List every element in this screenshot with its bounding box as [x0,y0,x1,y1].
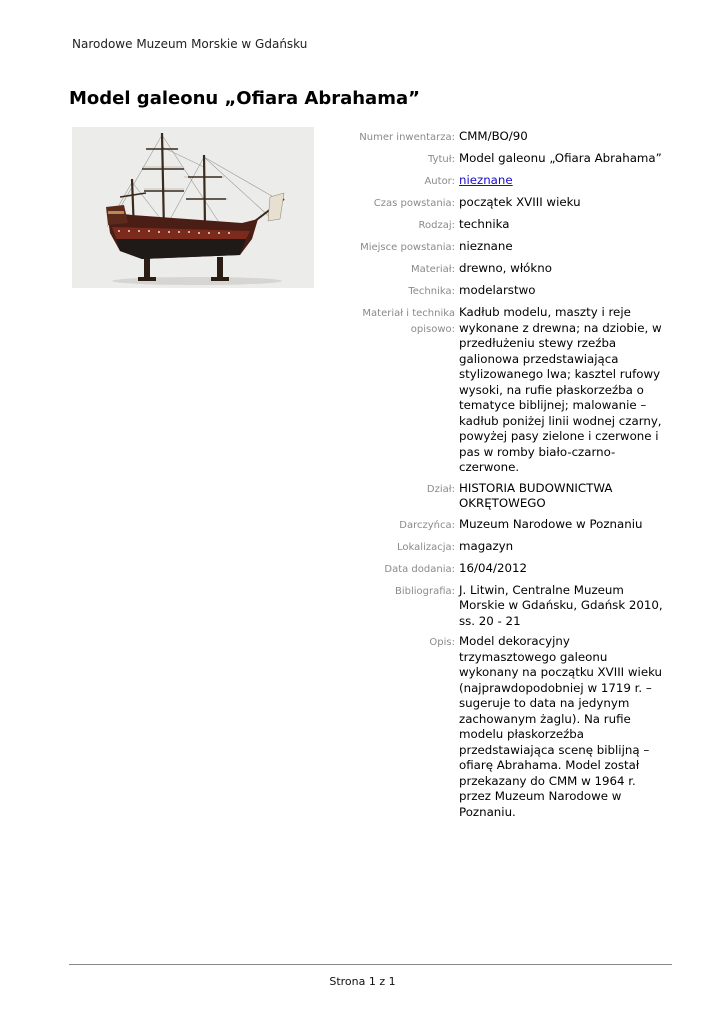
field-value: CMM/BO/90 [459,129,528,143]
field-label: Lokalizacja: [397,541,455,553]
field-technique [340,283,670,300]
galleon-image [72,127,314,288]
field-label: Miejsce powstania: [360,242,455,253]
field-value: Kadłub modelu, maszty i reje wykonane z drewna; na dziobie, w przedłużeniu stewy rzeźba galionowa przedstawiająca stylizowanego lwa; kasztel rufowy wysoki, na rufie płaskorzeźba o tematyce biblijnej; malowanie – kadłub poniżej linii wodnej czarny, powyżej pasy zielone i czerwone i pas w romby biało-czarno-czerwone. [459,305,662,474]
field-value: Model dekoracyjny trzymasztowego galeonu wykonany na początku XVIII wieku (najprawdopodobniej w 1719 r. – sugeruje to data na jedynym zachowanym żaglu). Na rufie modelu płaskorzeźba przedstawiająca scenę biblijną – ofiarę Abrahama. Model został przekazany do CMM w 1964 r. przez Muzeum Narodowe w Poznaniu. [459,634,663,819]
field-label: Bibliografia: [394,585,455,597]
footer-divider [69,964,672,965]
field-value: Model galeonu „Ofiara Abrahama” [459,151,662,165]
field-label: Opis: [429,637,455,648]
field-value: magazyn [459,538,514,553]
field-bibliography [340,583,670,630]
field-date-added [340,561,670,578]
page-title: Model galeonu „Ofiara Abrahama” [69,88,420,109]
field-label: Tytuł: [428,154,455,165]
field-material-technique-desc [340,305,670,476]
field-department [340,481,670,512]
field-label: Materiał i technika opisowo: [362,308,455,335]
field-label: Dział: [426,483,455,495]
field-value: Muzeum Narodowe w Poznaniu [459,516,643,531]
field-description [340,634,670,820]
field-author [340,173,670,190]
field-value: 16/04/2012 [459,560,527,575]
field-location [340,539,670,556]
field-label: Rodzaj: [418,220,455,231]
field-value: początek XVIII wieku [459,195,581,209]
field-value: technika [459,217,510,231]
page-number: Strona 1 z 1 [329,975,396,988]
field-value: nieznane [459,239,513,253]
field-label: Czas powstania: [373,198,455,209]
ship-model-photo[interactable] [72,127,314,288]
field-label: Materiał: [410,264,455,275]
field-label: Darczyńca: [399,519,455,531]
field-label: Data dodania: [384,563,455,575]
metadata-table [340,129,670,825]
field-creation-time [340,195,670,212]
field-label: Autor: [424,176,455,187]
field-title [340,151,670,168]
field-value: modelarstwo [459,283,536,297]
field-value: HISTORIA BUDOWNICTWA OKRĘTOWEGO [459,480,613,510]
field-donor [340,517,670,534]
author-link[interactable]: nieznane [459,173,513,187]
field-value: drewno, włókno [459,261,552,275]
field-label: Numer inwentarza: [359,132,455,143]
field-material [340,261,670,278]
field-type [340,217,670,234]
field-label: Technika: [408,286,455,297]
field-value: J. Litwin, Centralne Muzeum Morskie w Gdańsku, Gdańsk 2010, ss. 20 - 21 [459,582,663,628]
field-creation-place [340,239,670,256]
field-inventory-number [340,129,670,146]
organization-name: Narodowe Muzeum Morskie w Gdańsku [72,37,308,51]
